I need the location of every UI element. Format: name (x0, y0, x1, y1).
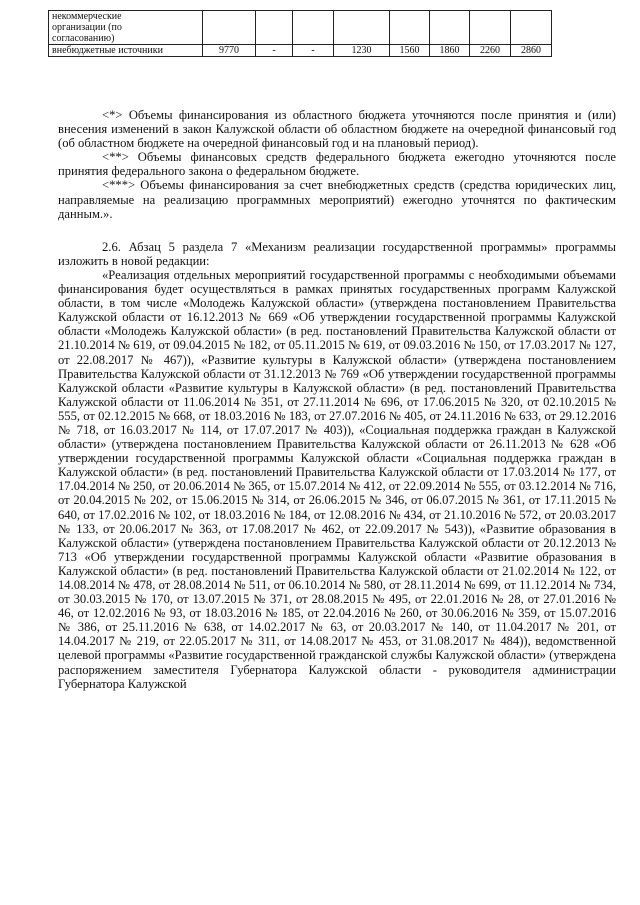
row-label-line: некоммерческие (52, 11, 122, 22)
section-heading: 2.6. Абзац 5 раздела 7 «Механизм реализации государственной программы» программы изложить в новой редакции: (58, 239, 616, 268)
table-cell: - (293, 45, 334, 57)
table-cell (430, 11, 470, 45)
footnote-1: <*> Объемы финансирования из областного бюджета уточняются после принятия и (или) внесения изменений в закон Калужской области об областном бюджете на очередной финансовый год (об областном бюджете на очередной финансовый год и на плановый период). (58, 108, 616, 151)
table-cell (256, 11, 293, 45)
table-cell (390, 11, 430, 45)
financing-table (48, 10, 552, 57)
row-label (49, 45, 203, 57)
table-cell: - (256, 45, 293, 57)
table-cell: 1560 (390, 45, 430, 57)
row-label-line: организации (по (52, 22, 122, 33)
row-label-line: внебюджетные источники (52, 45, 163, 56)
row-label (49, 11, 203, 45)
document-text (58, 108, 616, 691)
table-cell (511, 11, 552, 45)
row-label-line: согласованию) (52, 33, 115, 44)
table-cell: 2260 (470, 45, 511, 57)
table-row (49, 45, 552, 57)
footnote-2: <**> Объемы финансовых средств федерального бюджета ежегодно уточняются после принятия федерального закона о федеральном бюджете. (58, 150, 616, 179)
table-cell: 1860 (430, 45, 470, 57)
table-cell (470, 11, 511, 45)
table-cell: 1230 (334, 45, 390, 57)
table-cell (293, 11, 334, 45)
table-cell: 2860 (511, 45, 552, 57)
table-cell (334, 11, 390, 45)
table-cell: 9770 (203, 45, 256, 57)
section-body: «Реализация отдельных мероприятий государственной программы с необходимыми объемами финансирования будет осуществляться в рамках принятых государственных программ Калужской области, в том числе «Молодежь Калужской области» (утверждена постановлением Правительства Калужской области от 16.12.2013 № 669 «Об утверждении государственной программы Калужской области «Молодежь Калужской области» (в ред. постановлений Правительства Калужской области от 21.10.2014 № 619, от 09.04.2015 № 182, от 05.11.2015 № 619, от 09.03.2016 № 150, от 17.03.2017 № 127, от 22.08.2017 № 467)), «Развитие культуры в Калужской области» (утверждена постановлением Правительства Калужской области от 31.12.2013 № 769 «Об утверждении государственной программы Калужской области «Развитие культуры в Калужской области» (в ред. постановлений Правительства Калужской области от 11.06.2014 № 351, от 27.11.2014 № 696, от 17.06.2015 № 320, от 02.10.2015 № 555, от 02.12.2015 № 668, от 18.03.2016 № 183, от 27.07.2016 № 405, от 24.11.2016 № 633, от 29.12.2016 № 718, от 16.03.2017 № 114, от 17.07.2017 № 403)), «Социальная поддержка граждан в Калужской области» (утверждена постановлением Правительства Калужской области от 26.11.2013 № 628 «Об утверждении государственной программы Калужской области «Социальная поддержка граждан в Калужской области» (в ред. постановлений Правительства Калужской области от 17.03.2014 № 177, от 17.04.2014 № 250, от 20.06.2014 № 365, от 15.07.2014 № 412, от 22.09.2014 № 555, от 03.12.2014 № 716, от 20.04.2015 № 202, от 15.06.2015 № 314, от 26.06.2015 № 346, от 06.07.2015 № 361, от 17.11.2015 № 640, от 17.02.2016 № 102, от 18.03.2016 № 184, от 12.08.2016 № 434, от 21.10.2016 № 572, от 20.03.2017 № 133, от 20.06.2017 № 363, от 17.08.2017 № 462, от 22.09.2017 № 543)), «Развитие образования в Калужской области» (утверждена постановлением Правительства Калужской области от 20.12.2013 № 713 «Об утверждении государственной программы Калужской области «Развитие образования в Калужской области» (в ред. постановлений Правительства Калужской области от 21.02.2014 № 122, от 14.08.2014 № 478, от 28.08.2014 № 511, от 06.10.2014 № 580, от 28.11.2014 № 699, от 11.12.2014 № 734, от 30.03.2015 № 170, от 13.07.2015 № 371, от 28.08.2015 № 495, от 22.01.2016 № 28, от 27.01.2016 № 46, от 12.02.2016 № 93, от 18.03.2016 № 185, от 22.04.2016 № 260, от 30.06.2016 № 359, от 15.07.2016 № 386, от 25.11.2016 № 638, от 14.02.2017 № 63, от 20.03.2017 № 140, от 11.04.2017 № 201, от 14.04.2017 № 219, от 22.05.2017 № 311, от 14.08.2017 № 453, от 31.08.2017 № 484)), ведомственной целевой программы «Развитие государственной гражданской службы Калужской области» (утверждена распоряжением заместителя Губернатора Калужской области - руководителя администрации Губернатора Калужской (58, 267, 616, 691)
table-cell (203, 11, 256, 45)
footnote-3: <***> Объемы финансирования за счет внебюджетных средств (средства юридических лиц, направляемые на реализацию программных мероприятий) ежегодно уточнятся по фактическим данным.». (58, 178, 616, 221)
table-row (49, 11, 552, 45)
